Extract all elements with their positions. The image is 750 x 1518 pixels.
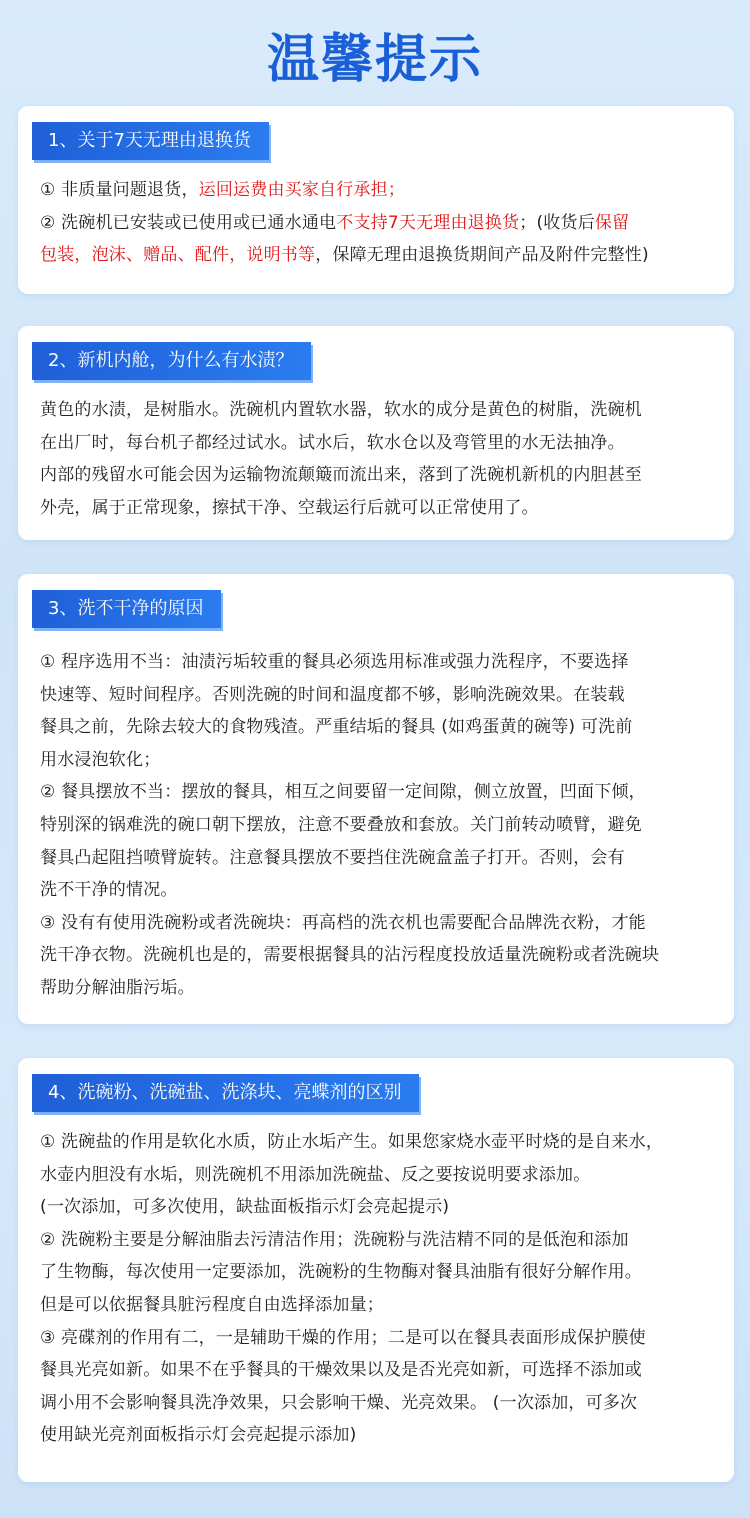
- highlight-text: 不支持7天无理由退换货: [336, 212, 520, 233]
- text-line: 包装，泡沫、赠品、配件，说明书等，保障无理由退换货期间产品及附件完整性): [40, 245, 649, 266]
- text-line: ① 非质量问题退货，运回运费由买家自行承担；: [40, 180, 406, 200]
- section-body: [40, 174, 724, 272]
- text-line: ② 洗碗机已安装或已使用或已通水通电不支持7天无理由退换货；(收货后保留: [40, 212, 630, 233]
- text-line: 在出厂时，每台机子都经过试水。试水后，软水仓以及弯管里的水无法抽净。: [40, 432, 625, 453]
- text-line: 餐具凸起阻挡喷臂旋转。注意餐具摆放不要挡住洗碗盒盖子打开。否则，会有: [40, 847, 625, 868]
- text-line: ① 洗碗盐的作用是软化水质，防止水垢产生。如果您家烧水壶平时烧的是自来水，: [40, 1132, 664, 1152]
- text-line: 使用缺光亮剂面板指示灯会亮起提示添加): [40, 1425, 357, 1446]
- text-line: 洗干净衣物。洗碗机也是的，需要根据餐具的沾污程度投放适量洗碗粉或者洗碗块: [40, 945, 660, 966]
- section-body: [40, 1126, 724, 1452]
- text-line: ③ 亮碟剂的作用有二，一是辅助干燥的作用；二是可以在餐具表面形成保护膜使: [40, 1327, 646, 1348]
- section-card-detergent-differences: [18, 1058, 734, 1482]
- highlight-text: 保留: [594, 212, 630, 233]
- text-line: 餐具之前，先除去较大的食物残渣。严重结垢的餐具 (如鸡蛋黄的碗等) 可洗前: [40, 717, 633, 738]
- section-card-not-clean: [18, 574, 734, 1024]
- section-card-water-stains: [18, 326, 734, 540]
- text-line: 内部的残留水可能会因为运输物流颠簸而流出来，落到了洗碗机新机的内胆甚至: [40, 465, 642, 486]
- text-line: ② 洗碗粉主要是分解油脂去污清洁作用；洗碗粉与洗洁精不同的是低泡和添加: [40, 1229, 629, 1250]
- text-line: ① 程序选用不当：油渍污垢较重的餐具必须选用标准或强力洗程序，不要选择: [40, 652, 629, 672]
- section-heading: 2、新机内舱，为什么有水渍？: [32, 342, 311, 380]
- text-line: ② 餐具摆放不当：摆放的餐具，相互之间要留一定间隙，侧立放置，凹面下倾，: [40, 782, 646, 803]
- text-line: 了生物酶，每次使用一定要添加，洗碗粉的生物酶对餐具油脂有很好分解作用。: [40, 1262, 642, 1283]
- text-line: 调小用不会影响餐具洗净效果，只会影响干燥、光亮效果。 (一次添加，可多次: [40, 1392, 638, 1413]
- highlight-text: 包装，泡沫、赠品、配件，说明书等: [40, 245, 316, 266]
- text-line: 外壳，属于正常现象，擦拭干净、空载运行后就可以正常使用了。: [40, 497, 539, 518]
- section-heading: 3、洗不干净的原因: [32, 590, 221, 628]
- text-line: 洗不干净的情况。: [40, 880, 178, 901]
- section-body: [40, 646, 724, 1005]
- text-line: 快速等、短时间程序。否则洗碗的时间和温度都不够，影响洗碗效果。在装载: [40, 684, 625, 705]
- highlight-text: 运回运费由买家自行承担；: [198, 180, 406, 200]
- text-line: 帮助分解油脂污垢。: [40, 977, 195, 998]
- page-title: 温馨提示: [266, 30, 483, 90]
- text-line: 但是可以依据餐具脏污程度自由选择添加量；: [40, 1294, 384, 1315]
- text-line: (一次添加，可多次使用，缺盐面板指示灯会亮起提示): [40, 1197, 450, 1218]
- text-line: 餐具光亮如新。如果不在乎餐具的干燥效果以及是否光亮如新，可选择不添加或: [40, 1360, 642, 1381]
- text-line: 特别深的锅难洗的碗口朝下摆放，注意不要叠放和套放。关门前转动喷臂，避免: [40, 814, 642, 835]
- text-line: ③ 没有有使用洗碗粉或者洗碗块：再高档的洗衣机也需要配合品牌洗衣粉，才能: [40, 912, 646, 933]
- section-card-returns: [18, 106, 734, 294]
- text-line: 水壶内胆没有水垢，则洗碗机不用添加洗碗盐、反之要按说明要求添加。: [40, 1164, 591, 1185]
- text-line: 用水浸泡软化；: [40, 749, 161, 770]
- section-body: [40, 394, 724, 524]
- text-line: 黄色的水渍，是树脂水。洗碗机内置软水器，软水的成分是黄色的树脂，洗碗机: [40, 400, 642, 420]
- section-heading: 4、洗碗粉、洗碗盐、洗涤块、亮蝶剂的区别: [32, 1074, 419, 1112]
- section-heading: 1、关于7天无理由退换货: [32, 122, 269, 160]
